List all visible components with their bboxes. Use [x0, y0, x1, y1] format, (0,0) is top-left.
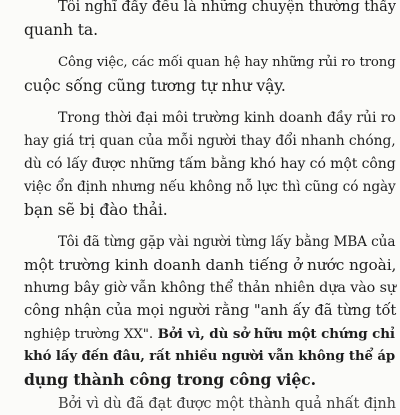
paragraph-2-line-1: Công việc, các mối quan hệ hay những rủi ro trong — [58, 55, 396, 70]
paragraph-4-line-3: nhưng bây giờ vẫn không thể thản nhiên dựa vào sự — [24, 280, 397, 296]
paragraph-4-line-5-regular: nghiệp trường XX". — [24, 327, 154, 342]
paragraph-3-line-2: hay giá trị quan của mỗi người thay đổi nhanh chóng, — [24, 133, 396, 149]
paragraph-4-line-5 — [24, 323, 395, 346]
paragraph-4-line-1: Tôi đã từng gặp vài người từng lấy bằng MBA của — [58, 234, 396, 250]
paragraph-5-line-1: Bởi vì dù đã đạt được một thành quả nhất định — [58, 396, 396, 412]
paragraph-2-line-2: cuộc sống cũng tương tự như vậy. — [24, 77, 286, 95]
paragraph-4-line-2: một trường kinh doanh danh tiếng ở nước ngoài, — [24, 256, 397, 274]
paragraph-4-line-6-bold: khó lấy đến đâu, rất nhiều người vẫn không thể áp — [24, 349, 396, 364]
paragraph-4-line-4: công nhận của mọi người rằng "anh ấy đã từng tốt — [24, 302, 397, 319]
paragraph-4-line-7-bold: dụng thành công trong công việc. — [24, 370, 316, 389]
paragraph-3-line-3: dù có lấy được những tấm bằng khó hay có một công — [24, 156, 396, 172]
paragraph-3-line-1: Trong thời đại môi trường kinh doanh đầy rủi ro — [58, 110, 396, 126]
paragraph-3-line-5: bạn sẽ bị đào thải. — [24, 201, 168, 219]
paragraph-3-line-4: việc ổn định nhưng nếu không nỗ lực thì cũng có ngày — [24, 179, 396, 195]
paragraph-1-line-2: quanh ta. — [24, 21, 98, 39]
paragraph-1-line-1: Tôi nghĩ đấy đều là những chuyện thường thấy — [58, 0, 397, 15]
paragraph-4-bold-start: Bởi vì, dù sở hữu một chứng chỉ — [153, 326, 395, 342]
